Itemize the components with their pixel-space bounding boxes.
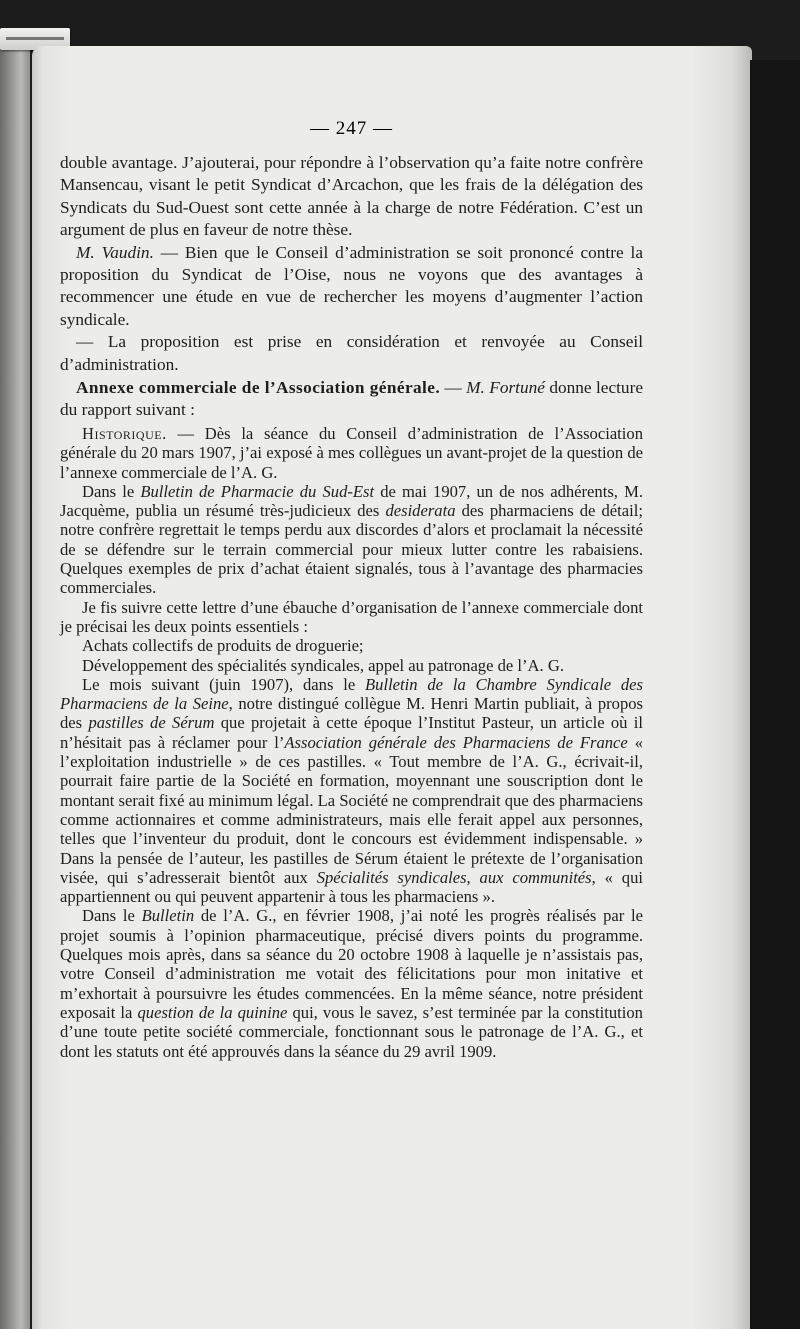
- annexe-heading: Annexe commerciale de l’Association générale.: [76, 378, 441, 397]
- historique-text: — Dès la séance du Conseil d’administration de l’Association générale du 20 mars 1907, j’ai exposé à mes collègues un avant-projet de la question de l’annexe commerciale de l’A. G.: [60, 424, 643, 482]
- paragraph-bulletin-sud-est: [60, 482, 643, 598]
- italic-run: question de la quinine: [137, 1002, 288, 1022]
- text-run: de mai 1907, un de nos adhérents, M. Jacquème, publia un résumé très-judicieux des: [60, 481, 643, 521]
- text-run: Dans le: [82, 481, 141, 501]
- report-body: [60, 424, 643, 1061]
- annexe-rest: donne lecture du rapport suivant :: [60, 378, 643, 420]
- annexe-dash: —: [440, 378, 467, 397]
- adjacent-page-edge: [0, 40, 30, 1329]
- paragraph-proposition: — La proposition est prise en considération et renvoyée au Conseil d’administration.: [60, 332, 643, 374]
- paragraph-juin-1907: [60, 675, 643, 907]
- italic-run: desiderata: [385, 501, 456, 521]
- speaker-fortune: M. Fortuné: [466, 378, 545, 397]
- text-run: Le mois suivant (juin 1907), dans le: [82, 674, 366, 694]
- text-run: , « qui appartiennent ou qui peuvent appartenir à tous les pharmaciens ».: [60, 867, 643, 907]
- text-run: des pharmaciens de détail; notre confrère regrettait le temps perdu aux discordes d’alors et proclamait la nécessité de se défendre sur le terrain commercial pour mieux lutter contre les rabaisiens. Quelques exemples de prix d’achat étaient signalés, tous à l’avantage des pharmacies commerciales.: [60, 501, 643, 598]
- italic-run: Bulletin de la Chambre Syndicale des Pharmaciens de la Seine: [60, 674, 643, 714]
- vaudin-text: — Bien que le Conseil d’administration se soit prononcé contre la proposition du Syndicat de l’Oise, nous ne voyons que des avantages à recommencer une étude en vue de rechercher les moyens d’augmenter l’action syndicale.: [60, 242, 643, 329]
- text-run: Dans le: [82, 906, 142, 926]
- paragraph-double-avantage: double avantage. J’ajouterai, pour répondre à l’observation qu’a faite notre confrère Mansencau, visant le petit Syndicat d’Arcachon, que les frais de la délégation des Syndicats du Sud-Ouest sont cette année à la charge de notre Fédération. C’est un argument de plus en faveur de notre thèse.: [60, 153, 643, 240]
- text-run: de l’A. G., en février 1908, j’ai noté les progrès réalisés par le projet soumis à l’opinion pharmaceutique, précisé divers points du programme. Quelques mois après, dans sa séance du 20 octobre 1908 à laquelle je n’assistais pas, votre Conseil d’administration me votait des félicitations pour mon initative et m’exhortait à poursuivre les études commencées. En la même séance, notre président exposait la: [60, 906, 643, 1022]
- italic-run: Association générale des Pharmaciens de France: [284, 732, 628, 752]
- background-right: [750, 60, 800, 1329]
- italic-run: pastilles de Sérum: [88, 713, 215, 733]
- italic-run: Spécialités syndicales, aux communités: [316, 867, 592, 887]
- paragraph-historique: [60, 424, 643, 482]
- historique-label: Historique.: [82, 424, 167, 443]
- paragraph-fevrier-1908: [60, 906, 643, 1060]
- annexe-intro: [60, 377, 643, 422]
- text-run: , notre distingué collègue M. Henri Martin publiait, à propos des: [60, 694, 643, 733]
- paragraph-achats: Achats collectifs de produits de droguerie;: [82, 636, 364, 656]
- italic-run: Bulletin: [141, 906, 195, 926]
- paragraph-vaudin: [60, 242, 643, 332]
- text-run: « l’exploitation industrielle » de ces pastilles. « Tout membre de l’A. G., écrivait-il, pourrait faire partie de la Société en formation, moyennant une souscription dont le montant serait fixé au minimum légal. La Société ne comprendrait que des pharmaciens comme actionnaires et comme administrateurs, mais elle ferait appel aux personnes, telles que l’inventeur du produit, dont le concours est évidemment indispensable. » Dans la pensée de l’auteur, les pastilles de Sérum étaient le prétexte de l’organisation visée, qui s’adresserait bientôt aux: [60, 732, 643, 887]
- page-number: — 247 —: [310, 118, 393, 139]
- text-run: qui, vous le savez, s’est terminée par la constitution d’une toute petite société commerciale, fonctionnant sous le patronage de l’A. G., et dont les statuts ont été approuvés dans la séance du 29 avril 1909.: [60, 1002, 643, 1061]
- italic-run: Bulletin de Pharmacie du Sud-Est: [140, 481, 375, 501]
- paragraph-ebauche: Je fis suivre cette lettre d’une ébauche d’organisation de l’annexe commerciale dont je précisai les deux points essentiels :: [60, 597, 643, 636]
- speaker-vaudin: M. Vaudin.: [76, 242, 154, 262]
- paragraph-developpement: Développement des spécialités syndicales, appel au patronage de l’A. G.: [82, 655, 564, 675]
- text-run: que projetait à cette époque l’Institut Pasteur, un article où il n’hésitait pas à réclamer pour l’: [60, 713, 643, 752]
- annexe-paragraph: [60, 377, 643, 422]
- discussion-section: [60, 152, 643, 376]
